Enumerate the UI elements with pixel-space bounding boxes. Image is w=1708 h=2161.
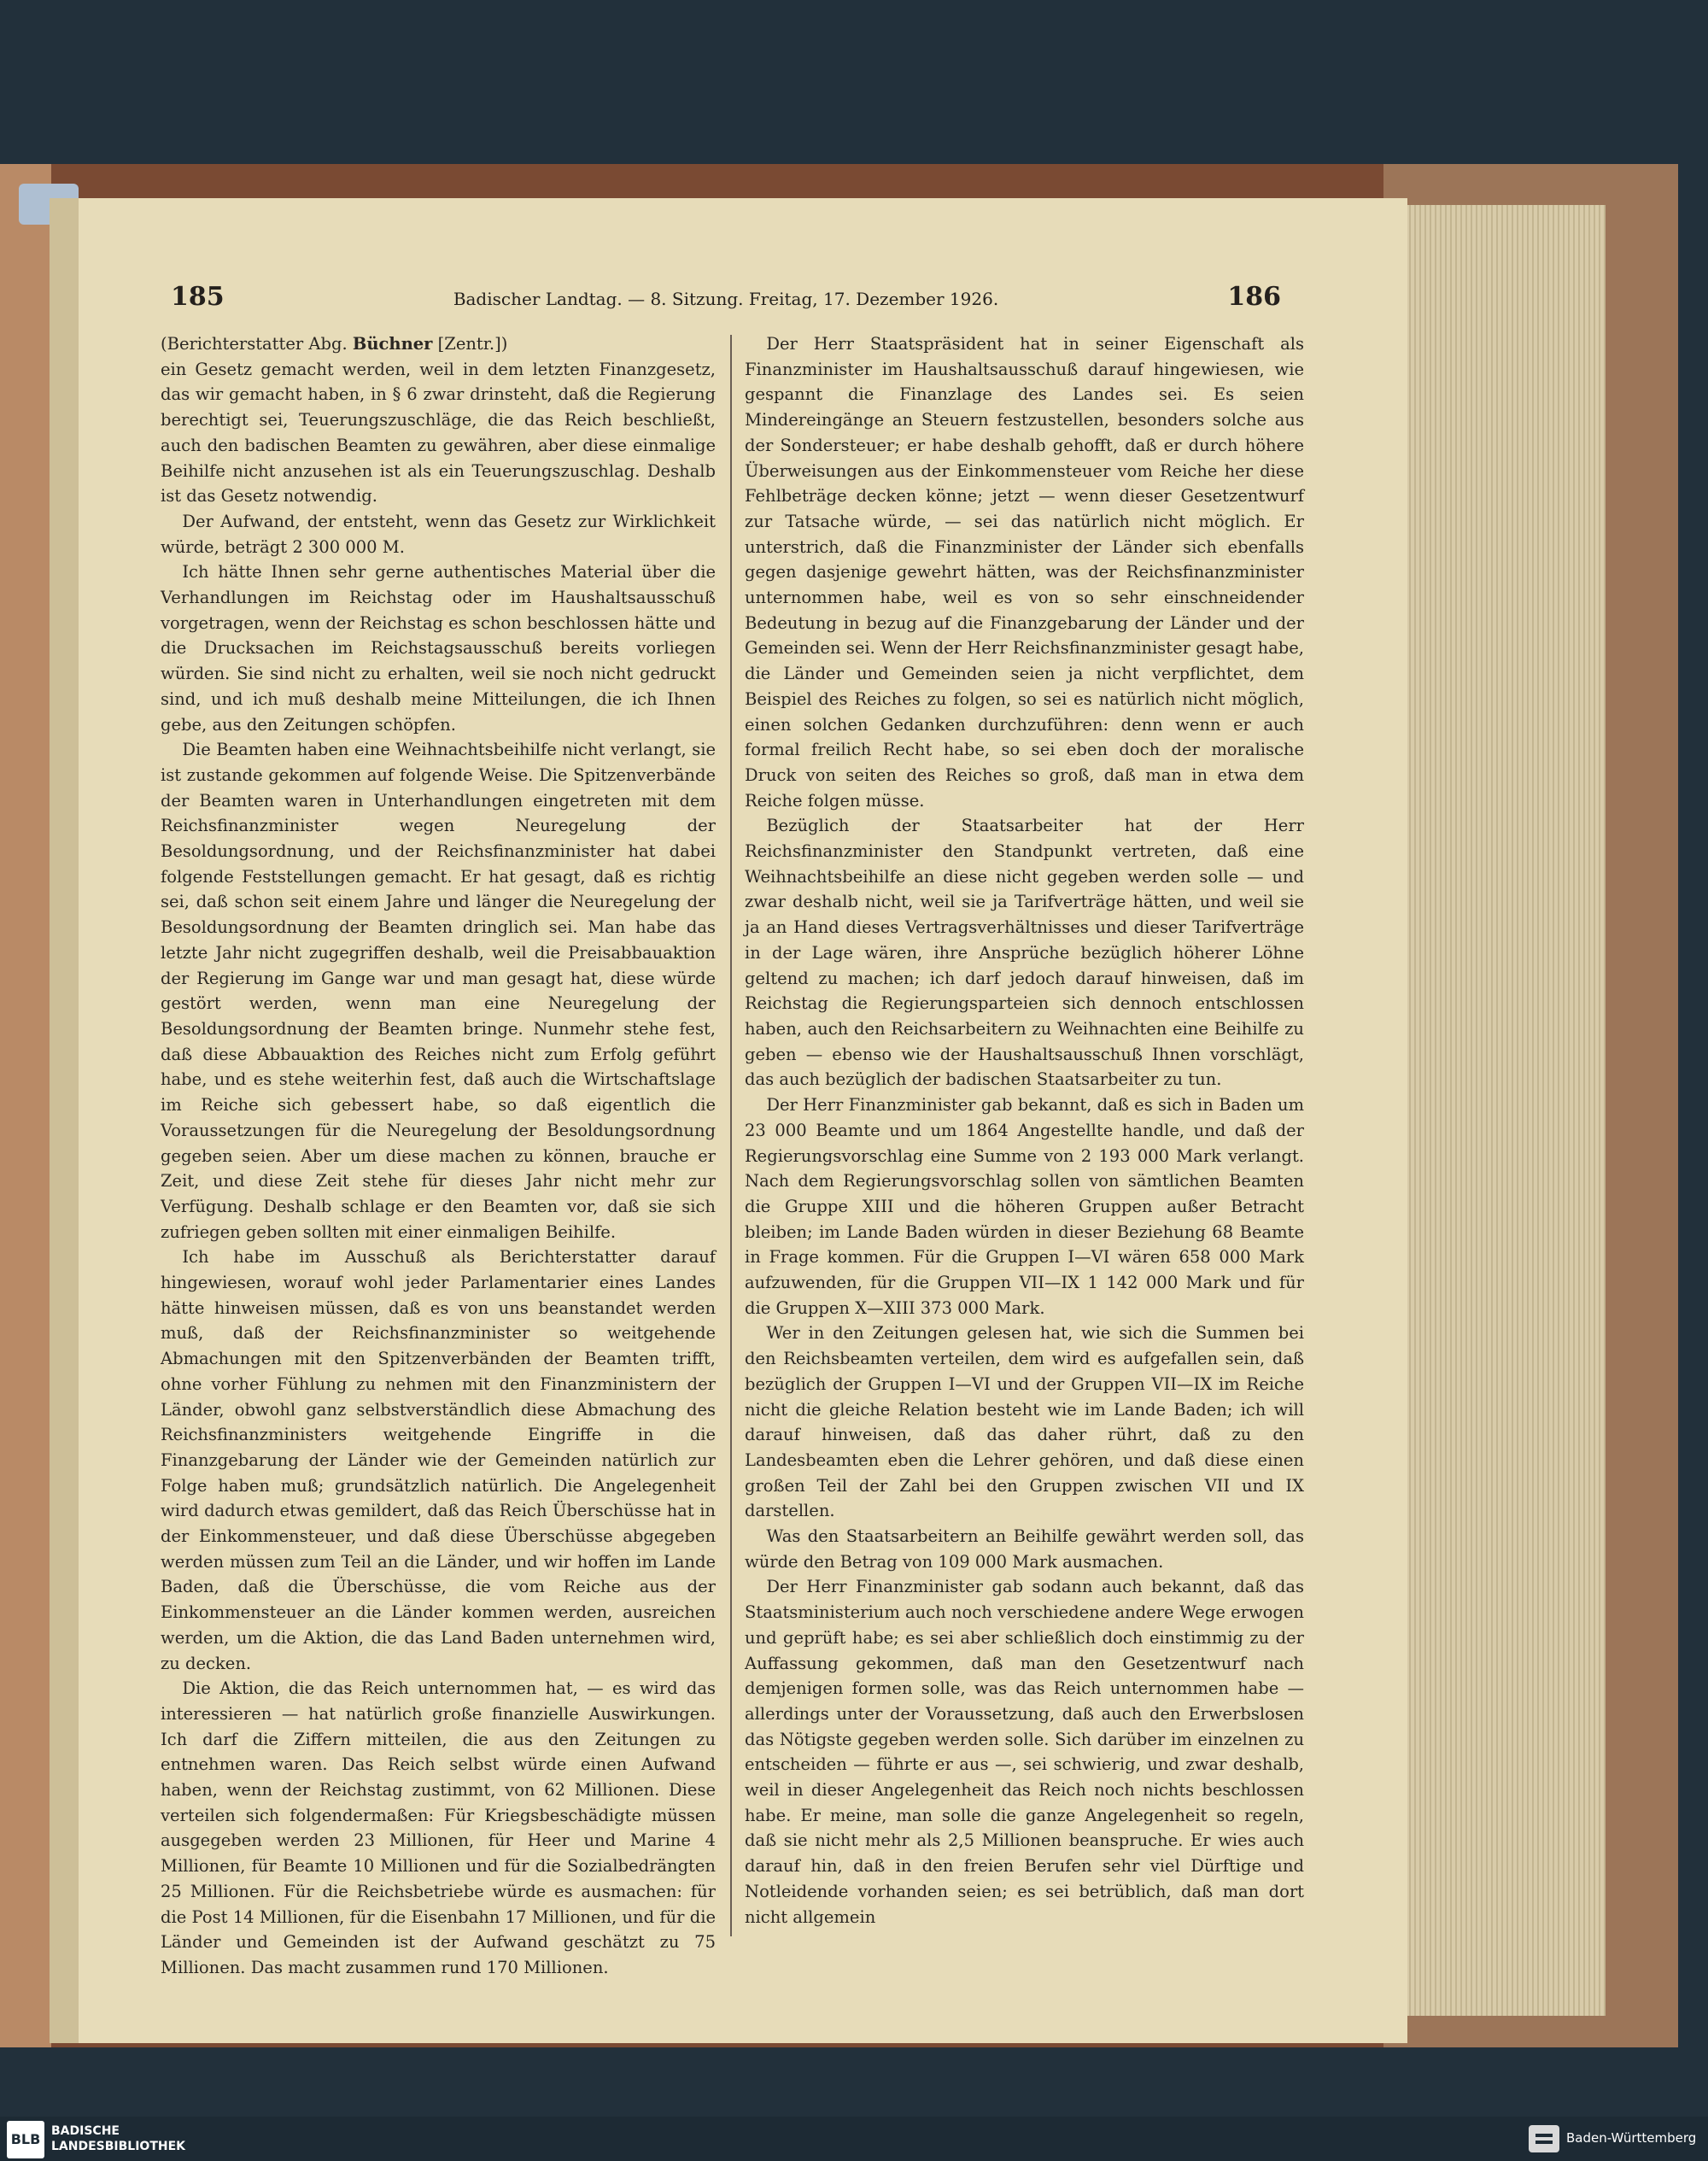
speaker-prefix: (Berichterstatter Abg. (161, 334, 348, 354)
viewer-footer (0, 2117, 1708, 2161)
baden-wuerttemberg-logo-icon[interactable] (1529, 2125, 1559, 2152)
paragraph: Ich habe im Ausschuß als Berichterstatter darauf hingewiesen, worauf wohl jeder Parlamentarier eines Landes hätte hinweisen müssen, daß es von uns beanstandet werden muß, daß der Reichsfinanzminister so weitgehende Abmachungen mit den Spitzenverbänden der Beamten trifft, ohne vorher Fühlung zu nehmen mit den Finanzministern der Länder, obwohl ganz selbstverständlich diese Abmachung des Reichsfinanzministers weitgehende Eingriffe in die Finanzgebarung der Länder wie der Gemeinden natürlich zur Folge haben muß; grundsätzlich natürlich. Die Angelegenheit wird dadurch etwas gemildert, daß das Reich Überschüsse hat in der Einkommensteuer, und daß diese Überschüsse abgegeben werden müssen zum Teil an die Länder, und wir hoffen im Lande Baden, daß die Überschüsse, die vom Reiche aus der Einkommensteuer an die Länder kommen werden, ausreichen werden, um die Aktion, die das Land Baden unternehmen wird, zu decken. (161, 1247, 716, 1673)
speaker-line (161, 331, 716, 357)
running-title: Badischer Landtag. — 8. Sitzung. Freitag, 17. Dezember 1926. (453, 289, 999, 309)
paragraph: Bezüglich der Staatsarbeiter hat der Herr Reichsfinanzminister den Standpunkt vertreten, daß eine Weihnachtsbeihilfe an diese nicht gegeben werden solle — und zwar deshalb nicht, weil sie ja Tarifverträge hätten, und weil sie ja an Hand dieses Vertragsverhältnisses und dieser Tarifverträge in der Lage wären, ihre Ansprüche bezüglich höherer Löhne geltend zu machen; ich darf jedoch darauf hinweisen, daß im Reichstag die Regierungsparteien sich dennoch entschlossen haben, auch den Reichsarbeitern zu Weihnachten eine Beihilfe zu geben — ebenso wie der Haushaltsausschuß Ihnen vorschlägt, das auch bezüglich der badischen Staatsarbeiter zu tun. (745, 816, 1304, 1090)
left-column (161, 331, 716, 1981)
page-edges (1401, 205, 1606, 2016)
paragraph: Der Herr Staatspräsident hat in seiner Eigenschaft als Finanzminister im Haushaltsausschuß darauf hingewiesen, wie gespannt die Finanzlage des Landes sei. Es seien Mindereingänge an Steuern festzustellen, besonders solche aus der Sondersteuer; er habe deshalb gehofft, daß er durch höhere Überweisungen aus der Einkommensteuer vom Reiche her diese Fehlbeträge decken könne; jetzt — wenn dieser Gesetzentwurf zur Tatsache würde, — sei das natürlich nicht möglich. Er unterstrich, daß die Finanzminister der Länder sich ebenfalls gegen dasjenige gewehrt hätten, was der Reichsfinanzminister unternommen habe, weil es von so sehr einschneidender Bedeutung in bezug auf die Finanzgebarung der Länder und der Gemeinden sei. Wenn der Herr Reichsfinanzminister gesagt habe, die Länder und Gemeinden seien ja nicht verpflichtet, dem Beispiel des Reiches zu folgen, so sei es natürlich nicht möglich, einen solchen Gedanken durchzuführen: denn wenn er auch formal freilich Recht habe, so sei eben doch der moralische Druck von seiten des Reiches so groß, daß man in etwa dem Reiche folgen müsse. (745, 334, 1304, 811)
page-number-right: 186 (1227, 282, 1281, 312)
running-header (171, 282, 1281, 316)
speaker-suffix: [Zentr.]) (437, 334, 508, 354)
partner-name[interactable]: Baden-Württemberg (1566, 2130, 1697, 2146)
right-column (745, 331, 1304, 1930)
page-number-left: 185 (171, 282, 225, 312)
speaker-name: Büchner (352, 334, 433, 354)
blb-logo[interactable]: BLB (7, 2121, 44, 2158)
library-name-line1: BADISCHE (51, 2124, 120, 2138)
paragraph: Was den Staatsarbeitern an Beihilfe gewährt werden soll, das würde den Betrag von 109 000 Mark ausmachen. (745, 1526, 1304, 1572)
library-name-line2: LANDESBIBLIOTHEK (51, 2140, 186, 2153)
paragraph: Der Herr Finanzminister gab sodann auch bekannt, daß das Staatsministerium auch noch verschiedene andere Wege erwogen und geprüft habe; es sei aber schließlich doch einstimmig zu der Auffassung gekommen, daß man den Gesetzentwurf nach demjenigen formen solle, was das Reich unternommen habe — allerdings unter der Voraussetzung, daß auch den Erwerbslosen das Nötigste gegeben werden solle. Sich darüber im einzelnen zu entscheiden — führte er aus —, sei schwierig, und zwar deshalb, weil in dieser Angelegenheit das Reich noch nichts beschlossen habe. Er meine, man solle die ganze Angelegenheit so regeln, daß sie nicht mehr als 2,5 Millionen beanspruche. Er wies auch darauf hin, daß in den freien Berufen sehr viel Dürftige und Notleidende vorhanden seien; es sei betrüblich, daß man dort nicht allgemein (745, 1577, 1304, 1927)
paragraph: Ich hätte Ihnen sehr gerne authentisches Material über die Verhandlungen im Reichstag oder im Haushaltsausschuß vorgetragen, wenn der Reichstag es schon beschlossen hätte und die Drucksachen im Reichstagsausschuß bereits vorliegen würden. Sie sind nicht zu erhalten, weil sie noch nicht gedruckt sind, und ich muß deshalb meine Mitteilungen, die ich Ihnen gebe, aus den Zeitungen schöpfen. (161, 562, 716, 735)
library-name[interactable] (51, 2123, 185, 2154)
page-gutter (50, 198, 79, 2043)
paragraph: Wer in den Zeitungen gelesen hat, wie sich die Summen bei den Reichsbeamten verteilen, dem wird es aufgefallen sein, daß bezüglich der Gruppen I—VI und der Gruppen VII—IX im Reiche nicht die gleiche Relation besteht wie im Lande Baden; ich will darauf hinweisen, daß das daher rührt, daß zu den Landesbeamten eben die Lehrer gehören, und daß diese einen großen Teil der Zahl bei den Gruppen zwischen VII und IX darstellen. (745, 1323, 1304, 1521)
paragraph: Der Herr Finanzminister gab bekannt, daß es sich in Baden um 23 000 Beamte und um 1864 Angestellte handle, und daß der Regierungsvorschlag eine Summe von 2 193 000 Mark verlangt. Nach dem Regierungsvorschlag sollen von sämtlichen Beamten die Gruppe XIII und die höheren Gruppen außer Betracht bleiben; im Lande Baden würden in dieser Beziehung 68 Beamte in Frage kommen. Für die Gruppen I—VI wären 658 000 Mark aufzuwenden, für die Gruppen VII—IX 1 142 000 Mark und für die Gruppen X—XIII 373 000 Mark. (745, 1095, 1304, 1318)
paragraph: ein Gesetz gemacht werden, weil in dem letzten Finanzgesetz, das wir gemacht haben, in § 6 zwar drinsteht, daß die Regierung berechtigt sei, Teuerungszuschläge, die das Reich beschließt, auch den badischen Beamten zu gewähren, aber diese einmalige Beihilfe nicht anzusehen ist als ein Teuerungszuschlag. Deshalb ist das Gesetz notwendig. (161, 359, 716, 507)
paragraph: Die Beamten haben eine Weihnachtsbeihilfe nicht verlangt, sie ist zustande gekommen auf folgende Weise. Die Spitzenverbände der Beamten waren in Unterhandlungen eingetreten mit dem Reichsfinanzminister wegen Neuregelung der Besoldungsordnung, und der Reichsfinanzminister hat dabei folgende Feststellungen gemacht. Er hat gesagt, daß es richtig sei, daß schon seit einem Jahre und länger die Neuregelung der Besoldungsordnung der Beamten dringlich sei. Man habe das letzte Jahr nicht zugegriffen deshalb, weil die Preisabbauaktion der Regierung im Gange war und man gesagt hat, diese würde gestört werden, wenn man eine Neuregelung der Besoldungsordnung der Beamten bringe. Nunmehr stehe fest, daß diese Abbauaktion des Reiches nicht zum Erfolg geführt habe, und es stehe weiterhin fest, daß auch die Wirtschaftslage im Reiche sich gebessert habe, so daß eigentlich die Voraussetzungen für die Neuregelung der Besoldungsordnung gegeben seien. Aber um diese machen zu können, brauche er Zeit, und diese Zeit stehe für dieses Jahr nicht mehr zur Verfügung. Deshalb schlage er den Beamten vor, daß sie sich zufriegen geben sollten mit einer einmaligen Beihilfe. (161, 740, 716, 1242)
column-divider (730, 335, 732, 1936)
paragraph: Der Aufwand, der entsteht, wenn das Gesetz zur Wirklichkeit würde, beträgt 2 300 000 M. (161, 511, 716, 557)
book-spine (0, 164, 51, 2047)
paragraph: Die Aktion, die das Reich unternommen hat, — es wird das interessieren — hat natürlich große finanzielle Auswirkungen. Ich darf die Ziffern mitteilen, die aus den Zeitungen zu entnehmen waren. Das Reich selbst würde einen Aufwand haben, wenn der Reichstag zustimmt, von 62 Millionen. Diese verteilen sich folgendermaßen: Für Kriegsbeschädigte müssen ausgegeben werden 23 Millionen, für Heer und Marine 4 Millionen, für Beamte 10 Millionen und für die Sozialbedrängten 25 Millionen. Für die Reichsbetriebe würde es ausmachen: für die Post 14 Millionen, für die Eisenbahn 17 Millionen, und für die Länder und Gemeinden ist der Aufwand geschätzt zu 75 Millionen. Das macht zusammen rund 170 Millionen. (161, 1678, 716, 1977)
